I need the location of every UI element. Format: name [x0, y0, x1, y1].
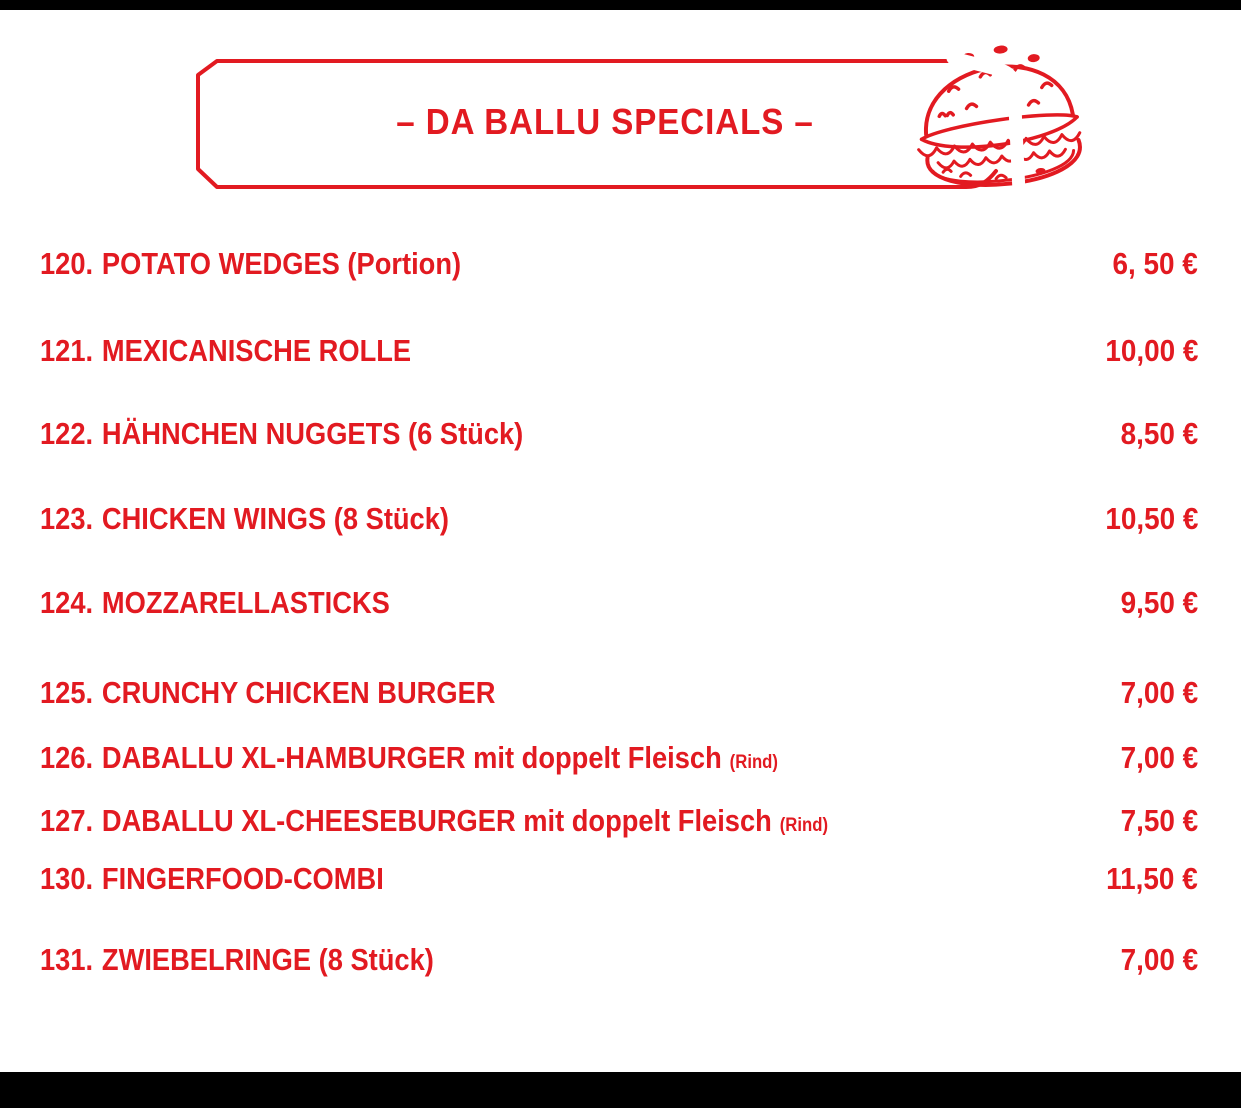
item-note: (Rind): [779, 815, 829, 836]
item-price: 7,00 €: [1120, 675, 1198, 710]
menu-item-row: [40, 333, 1198, 369]
item-price: 7,00 €: [1120, 740, 1198, 775]
item-number: 131.: [40, 942, 94, 977]
item-label: CRUNCHY CHICKEN BURGER: [101, 675, 496, 710]
item-number: 125.: [40, 675, 94, 710]
item-note: (Rind): [729, 752, 778, 773]
item-name: [40, 675, 495, 711]
item-name: [40, 803, 828, 839]
item-price: 6, 50 €: [1112, 246, 1198, 281]
menu-item-row: [40, 416, 1198, 452]
menu-item-row: [40, 585, 1198, 621]
menu-item-row: [40, 501, 1198, 537]
menu-section-title: – DA BALLU SPECIALS –: [396, 101, 814, 142]
item-number: 122.: [40, 416, 94, 451]
menu-item-row: [40, 740, 1198, 776]
menu-item-row: [40, 942, 1198, 978]
item-name: [40, 333, 411, 369]
item-name: [40, 942, 434, 978]
menu-item-row: [40, 246, 1198, 282]
menu-item-row: [40, 861, 1198, 897]
item-name: [40, 861, 384, 897]
item-price: 10,50 €: [1104, 501, 1198, 536]
item-number: 120.: [40, 246, 94, 281]
item-price: 10,00 €: [1104, 333, 1198, 368]
item-name: [40, 585, 390, 621]
item-name: [40, 416, 523, 452]
item-name: [40, 246, 461, 282]
item-number: 126.: [40, 740, 94, 775]
item-label: FINGERFOOD-COMBI: [101, 861, 384, 896]
item-label: DABALLU XL-CHEESEBURGER mit doppelt Fleisch: [101, 803, 772, 838]
item-number: 121.: [40, 333, 94, 368]
item-label: MEXICANISCHE ROLLE: [101, 333, 412, 368]
item-name: [40, 501, 449, 537]
item-label: DABALLU XL-HAMBURGER mit doppelt Fleisch: [101, 740, 722, 775]
item-label: MOZZARELLASTICKS: [101, 585, 390, 620]
item-number: 124.: [40, 585, 94, 620]
item-price: 8,50 €: [1120, 416, 1198, 451]
item-label: POTATO WEDGES (Portion): [101, 246, 462, 281]
item-number: 123.: [40, 501, 94, 536]
item-label: CHICKEN WINGS (8 Stück): [101, 501, 449, 536]
menu-item-row: [40, 675, 1198, 711]
item-price: 7,50 €: [1120, 803, 1198, 838]
item-price: 11,50 €: [1106, 861, 1198, 896]
item-price: 9,50 €: [1120, 585, 1198, 620]
item-label: ZWIEBELRINGE (8 Stück): [101, 942, 434, 977]
item-number: 127.: [40, 803, 94, 838]
bottom-edge-bar: [0, 1072, 1241, 1108]
item-price: 7,00 €: [1120, 942, 1198, 977]
item-label: HÄHNCHEN NUGGETS (6 Stück): [101, 416, 524, 451]
item-number: 130.: [40, 861, 94, 896]
item-name: [40, 740, 778, 776]
menu-item-row: [40, 803, 1198, 839]
